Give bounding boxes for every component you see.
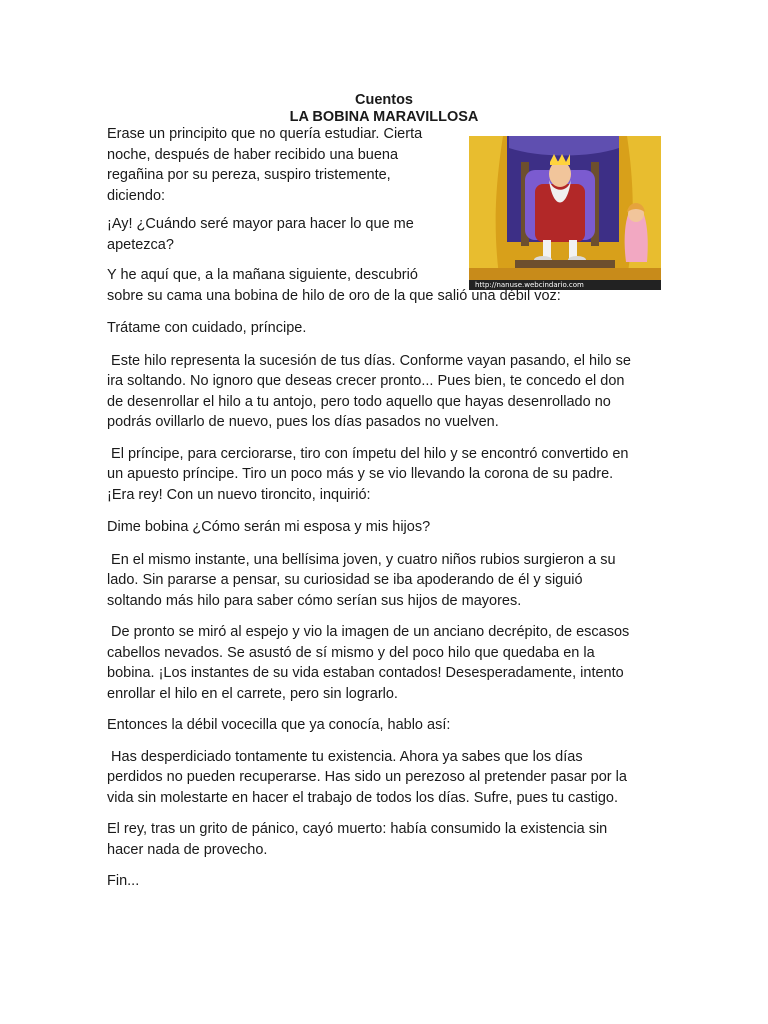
paragraph-line: Fin... bbox=[107, 873, 140, 889]
page-title: LA BOBINA MARAVILLOSA bbox=[289, 109, 479, 125]
paragraph-line: Trátame con cuidado, príncipe. bbox=[107, 320, 307, 336]
paragraph-line: noche, después de haber recibido una buena bbox=[107, 146, 399, 163]
paragraph bbox=[107, 715, 667, 736]
paragraph-line: sobre su cama una bobina de hilo de oro de la que salió una débil voz: bbox=[107, 287, 561, 304]
paragraph-line: vida sin molestarte en hacer el trabajo de todos los días. Sufre, pues tu castigo. bbox=[107, 789, 619, 806]
paragraph-line: Este hilo representa la sucesión de tus días. Conforme vayan pasando, el hilo se bbox=[107, 352, 631, 369]
paragraph-line: soltando más hilo para saber cómo serían sus hijos de mayores. bbox=[107, 592, 522, 609]
paragraph-line: Erase un principito que no quería estudiar. Cierta bbox=[107, 126, 423, 142]
paragraph-line: regañina por su pereza, suspiro tristemente, bbox=[107, 167, 391, 183]
paragraph-line: perdidos no pueden recuperarse. Has sido un perezoso al pretender pasar por la bbox=[107, 769, 627, 785]
title-block bbox=[0, 92, 768, 126]
paragraph-line: Dime bobina ¿Cómo serán mi esposa y mis hijos? bbox=[107, 519, 431, 535]
paragraph-line: ira soltando. No ignoro que deseas crecer pronto... Pues bien, te concedo el don bbox=[107, 373, 625, 389]
paragraph bbox=[107, 124, 667, 206]
paragraph-line: de desenrollar el hilo a tu antojo, pero todo aquello que hayas desenrollado no bbox=[107, 393, 611, 410]
paragraph-line: ¡Era rey! Con un nuevo tironcito, inquirió: bbox=[107, 486, 371, 503]
paragraph bbox=[107, 214, 667, 255]
paragraph bbox=[107, 622, 667, 704]
paragraph bbox=[107, 550, 667, 612]
paragraph-line: apetezca? bbox=[107, 236, 174, 253]
paragraph-line: El príncipe, para cerciorarse, tiro con ímpetu del hilo y se encontró convertido en bbox=[107, 445, 629, 462]
paragraph bbox=[107, 517, 667, 538]
image-credit: http://nanuse.webcindario.com bbox=[469, 280, 661, 290]
paragraph-line: En el mismo instante, una bellísima joven, y cuatro niños rubios surgieron a su bbox=[107, 551, 616, 568]
paragraph-line: lado. Sin pararse a pensar, su curiosidad se iba apoderando de él y siguió bbox=[107, 572, 583, 588]
paragraph-line: Entonces la débil vocecilla que ya conocía, hablo así: bbox=[107, 717, 451, 733]
paragraph-line: bobina. ¡Los instantes de su vida estaban contados! Desesperadamente, intento bbox=[107, 665, 624, 681]
paragraph bbox=[107, 819, 667, 860]
paragraph-line: ¡Ay! ¿Cuándo seré mayor para hacer lo que me bbox=[107, 216, 414, 232]
paragraph-line: podrás ovillarlo de nuevo, pues los días pasados no vuelven. bbox=[107, 414, 499, 430]
paragraph bbox=[107, 747, 667, 809]
kicker: Cuentos bbox=[355, 92, 413, 108]
story-body bbox=[107, 124, 667, 892]
paragraph-line: cabellos nevados. Se asustó de sí mismo y del poco hilo que quedaba en la bbox=[107, 644, 595, 661]
paragraph-line: El rey, tras un grito de pánico, cayó muerto: había consumido la existencia sin bbox=[107, 821, 608, 837]
paragraph bbox=[107, 351, 667, 433]
paragraph-line: Has desperdiciado tontamente tu existencia. Ahora ya sabes que los días bbox=[107, 748, 583, 765]
paragraph-line: un apuesto príncipe. Tiro un poco más y se vio llevando la corona de su padre. bbox=[107, 466, 614, 482]
paragraph bbox=[107, 265, 667, 306]
paragraph-line: Y he aquí que, a la mañana siguiente, descubrió bbox=[107, 267, 418, 283]
paragraph bbox=[107, 871, 667, 892]
paragraph bbox=[107, 318, 667, 339]
paragraph-line: enrollar el hilo en el carrete, pero sin lograrlo. bbox=[107, 685, 398, 702]
paragraph-line: hacer nada de provecho. bbox=[107, 841, 268, 858]
paragraph-line: diciendo: bbox=[107, 187, 166, 204]
paragraph-line: De pronto se miró al espejo y vio la imagen de un anciano decrépito, de escasos bbox=[107, 624, 630, 640]
paragraph bbox=[107, 444, 667, 506]
